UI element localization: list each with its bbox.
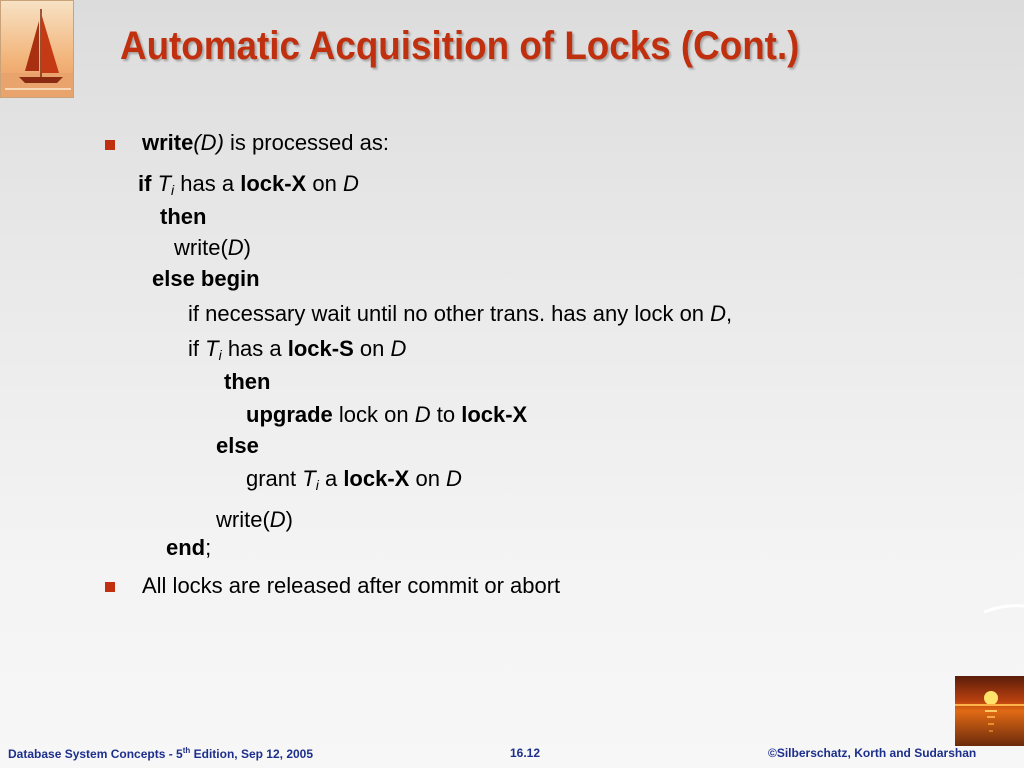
- bullet-marker: [105, 582, 115, 592]
- subscript-i: i: [218, 347, 222, 363]
- text-a: a: [318, 466, 344, 491]
- keyword-upgrade: upgrade: [246, 402, 333, 427]
- var-d: D: [710, 301, 727, 326]
- subscript-i: i: [171, 182, 175, 198]
- text-has-a: has a: [221, 336, 288, 361]
- code-line-upgrade: [246, 402, 527, 428]
- code-line-then-2: [224, 369, 270, 395]
- keyword-else: else: [216, 433, 259, 458]
- keyword-lock-x: lock-X: [343, 466, 410, 491]
- keyword-lock-s: lock-S: [287, 336, 354, 361]
- text-paren: ): [243, 235, 251, 260]
- keyword-end: end: [166, 535, 206, 560]
- var-d: D: [342, 171, 359, 196]
- code-line-else-begin: [152, 266, 260, 292]
- keyword-if: if: [138, 171, 152, 196]
- var-t: T: [302, 466, 316, 491]
- keyword-then: then: [224, 369, 271, 394]
- footer-copyright: ©Silberschatz, Korth and Sudarshan: [768, 746, 977, 760]
- keyword-lock-x: lock-X: [461, 402, 528, 427]
- code-line-then: [160, 204, 206, 230]
- text-wait: if necessary wait until no other trans. has any lock on: [188, 301, 711, 326]
- code-line-if-lock-s: [188, 336, 406, 368]
- write-keyword: write: [142, 130, 194, 155]
- text-on: on: [409, 466, 447, 491]
- keyword-else-begin: else begin: [152, 266, 260, 291]
- text-semicolon: ;: [205, 535, 212, 560]
- code-line-grant: [246, 466, 462, 498]
- code-line-wait: [188, 301, 732, 327]
- var-t: T: [157, 171, 172, 196]
- text-write: write(: [174, 235, 228, 260]
- var-d: D: [446, 466, 462, 491]
- swoosh-decoration: [984, 600, 1024, 620]
- keyword-then: then: [160, 204, 207, 229]
- text-on: on: [353, 336, 391, 361]
- var-d: D: [390, 336, 407, 361]
- bullet-write-line: [142, 130, 389, 156]
- code-line-else: [216, 433, 259, 459]
- bullet-release-line: All locks are released after commit or abort: [142, 573, 561, 598]
- code-line-end: [166, 535, 211, 561]
- code-line-write: [174, 235, 251, 261]
- subscript-i: i: [315, 477, 319, 493]
- footer-superscript: th: [182, 746, 191, 755]
- keyword-lock-x: lock-X: [240, 171, 307, 196]
- footer-edition: Edition, Sep 12, 2005: [190, 747, 314, 761]
- var-d: D: [227, 235, 244, 260]
- text-on: on: [306, 171, 343, 196]
- var-d: D: [269, 507, 286, 532]
- text-write: write(: [216, 507, 270, 532]
- write-arg: (D): [193, 130, 224, 155]
- text-to: to: [430, 402, 462, 427]
- text-comma: ,: [726, 301, 733, 326]
- text-lock-on: lock on: [332, 402, 415, 427]
- sailboat-logo-icon: [0, 0, 74, 98]
- slide-title: Automatic Acquisition of Locks (Cont.): [120, 24, 800, 68]
- var-d: D: [414, 402, 431, 427]
- footer-book-title: Database System Concepts - 5: [8, 747, 183, 761]
- code-line-write-2: [216, 507, 293, 533]
- footer-page-number: 16.12: [510, 746, 541, 760]
- var-t: T: [205, 336, 219, 361]
- code-line-if: [138, 171, 359, 203]
- text-has-a: has a: [174, 171, 241, 196]
- sunset-icon: [955, 676, 1024, 746]
- bullet-text: is processed as:: [223, 130, 389, 155]
- text-if: if: [188, 336, 206, 361]
- footer-left: [8, 746, 313, 761]
- text-paren: ): [285, 507, 293, 532]
- text-grant: grant: [246, 466, 303, 491]
- bullet-marker: [105, 140, 115, 150]
